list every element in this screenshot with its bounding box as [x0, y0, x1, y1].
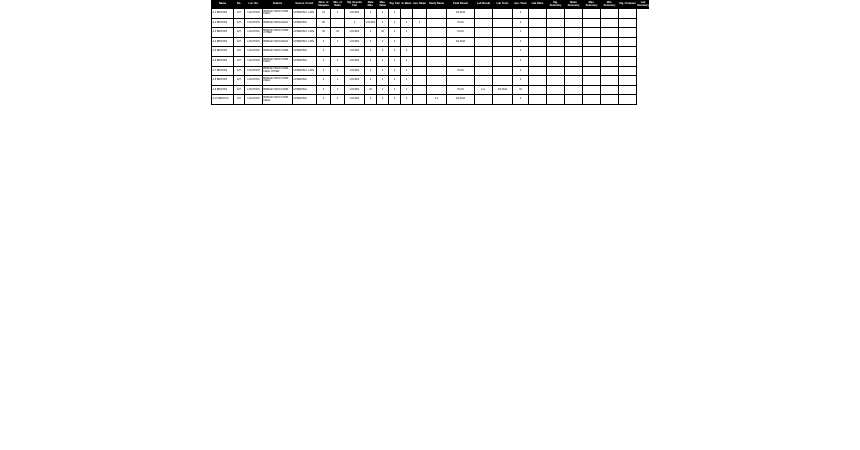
table-cell [565, 18, 583, 28]
table-cell: 107 [234, 9, 245, 19]
table-cell [413, 76, 427, 86]
column-header: Sig. Summary [547, 1, 565, 9]
table-cell: 4 [513, 9, 529, 19]
table-cell [447, 56, 475, 66]
table-cell: PLAN [447, 18, 475, 28]
table-row [212, 56, 650, 66]
table-cell: LOCATION [245, 28, 263, 38]
table-cell [427, 66, 447, 76]
column-header: Source / Cond. [293, 1, 317, 9]
table-cell: LOCATION [245, 56, 263, 66]
table-cell [583, 85, 601, 95]
table-cell [547, 28, 565, 38]
table-cell [529, 56, 547, 66]
table-cell: 2 [377, 9, 389, 19]
table-cell [447, 76, 475, 86]
table-cell: 4 [331, 76, 345, 86]
table-cell [475, 76, 493, 86]
table-cell [547, 47, 565, 57]
table-cell [601, 47, 619, 57]
table-cell: BRIDGE TRAIN COND. FIELD OTHER [263, 66, 293, 76]
table-cell: LOCATION [245, 9, 263, 19]
table-cell [547, 66, 565, 76]
column-header: Sig. Fail [389, 1, 401, 9]
column-header: Sig. Compare [619, 1, 637, 9]
table-cell [401, 37, 413, 47]
table-cell [601, 18, 619, 28]
table-cell [601, 9, 619, 19]
table-cell [601, 76, 619, 86]
table-cell [619, 18, 637, 28]
table-cell: BRIDGE TRAIN COND. FIELD [263, 95, 293, 105]
table-cell [619, 9, 637, 19]
table-cell [493, 76, 513, 86]
column-header: Feature [263, 1, 293, 9]
table-cell: LOCATE [345, 47, 365, 57]
table-cell [565, 37, 583, 47]
table-cell [331, 18, 345, 28]
table-cell: 4 [317, 66, 331, 76]
table-cell: D4.4344 [447, 37, 475, 47]
table-row [212, 66, 650, 76]
table-cell: A-6 BROOKS [212, 56, 234, 66]
table-cell [547, 95, 565, 105]
table-cell: UPPER BLK. [293, 95, 317, 105]
table-cell: 4 [389, 66, 401, 76]
table-cell [447, 47, 475, 57]
table-cell: 4 [513, 18, 529, 28]
table-cell [565, 28, 583, 38]
table-cell: BRIDGE TRAIN FIELD [263, 37, 293, 47]
table-cell [475, 95, 493, 105]
table-cell: BRIDGE TRAIN COND. [263, 47, 293, 57]
table-cell: PLAN [447, 28, 475, 38]
table-cell [565, 95, 583, 105]
data-table [211, 0, 649, 105]
table-cell [529, 18, 547, 28]
table-cell: 107 [234, 76, 245, 86]
table-cell [601, 28, 619, 38]
table-cell: LOCATE [345, 85, 365, 95]
table-cell: 4 [331, 37, 345, 47]
table-row [212, 18, 650, 28]
table-cell: 4 [331, 95, 345, 105]
table-cell [493, 9, 513, 19]
table-cell [583, 18, 601, 28]
table-cell [619, 37, 637, 47]
column-header: Min. of Ratio [331, 1, 345, 9]
table-cell: 4 [401, 95, 413, 105]
table-cell [427, 28, 447, 38]
table-cell [547, 85, 565, 95]
table-cell [413, 9, 427, 19]
table-cell [427, 37, 447, 47]
table-cell [619, 95, 637, 105]
table-cell: 4 [377, 56, 389, 66]
table-cell: 4 [513, 28, 529, 38]
table-cell: 4 [331, 9, 345, 19]
table-cell: LOCATE [345, 95, 365, 105]
table-cell: BRIDGE TRAIN COND. FIELD [263, 56, 293, 66]
table-cell: 4.4 [427, 95, 447, 105]
table-cell [619, 85, 637, 95]
table-cell: 4 [401, 28, 413, 38]
table-cell [583, 66, 601, 76]
column-header: In Mean [401, 1, 413, 9]
table-cell: D4.4344 [493, 85, 513, 95]
table-cell [413, 56, 427, 66]
table-cell: 4 [401, 56, 413, 66]
column-header: Field Result [447, 1, 475, 9]
table-cell: 107 [234, 85, 245, 95]
table-cell: A-3 BROOKS [212, 28, 234, 38]
table-cell [427, 47, 447, 57]
table-cell [583, 76, 601, 86]
table-cell: A-9 BROOKS [212, 85, 234, 95]
table-cell: LOCATION [245, 76, 263, 86]
table-cell: UPPER BLK. LATE [293, 9, 317, 19]
table-cell [583, 37, 601, 47]
table-cell: 4 [365, 47, 377, 57]
table-cell [565, 9, 583, 19]
table-cell: 4 [365, 76, 377, 86]
table-cell: 4 [389, 28, 401, 38]
header-row [212, 1, 650, 9]
table-cell: 4 [389, 9, 401, 19]
table-cell: 44 [513, 85, 529, 95]
table-cell: 4 [401, 47, 413, 57]
table-cell: 4 [513, 66, 529, 76]
table-cell: BRIDGE TRAIN COND. [263, 85, 293, 95]
table-cell: 107 [234, 37, 245, 47]
table-cell: 4 [513, 76, 529, 86]
table-cell: BRIDGE TRAIN COND. OTHER [263, 28, 293, 38]
table-body [212, 9, 650, 105]
table-cell: UPPER BLK. [293, 56, 317, 66]
table-cell [493, 56, 513, 66]
table-cell [619, 47, 637, 57]
table-cell [583, 95, 601, 105]
table-cell: 45 [377, 28, 389, 38]
table-cell: UPPER BLK. [293, 85, 317, 95]
table-cell: LOCATION [245, 47, 263, 57]
table-cell: BRIDGE TRAIN COND. FIELD [263, 9, 293, 19]
table-cell: 4 [331, 56, 345, 66]
table-cell: UPPER BLK. LATE [293, 28, 317, 38]
table-cell: LOCATE [345, 66, 365, 76]
table-cell: PLAN [447, 85, 475, 95]
table-cell [601, 37, 619, 47]
table-cell [529, 47, 547, 57]
table-cell: BRIDGE TRAIN FIELD [263, 18, 293, 28]
table-cell [583, 56, 601, 66]
column-header: Lab Ratio [529, 1, 547, 9]
column-header: Lab Result [475, 1, 493, 9]
table-cell [331, 47, 345, 57]
table-cell [413, 85, 427, 95]
table-cell: 4 [317, 37, 331, 47]
table-cell [547, 18, 565, 28]
table-cell: 4 [389, 85, 401, 95]
table-cell: 4 [317, 95, 331, 105]
table-cell: 4 [389, 37, 401, 47]
table-cell: 107 [234, 47, 245, 57]
table-cell: 4 [365, 28, 377, 38]
table-cell: A-2 BROOKS [212, 18, 234, 28]
table-cell: 4 [377, 66, 389, 76]
table-cell [565, 85, 583, 95]
column-header: Lab Summary [637, 0, 649, 7]
table-cell [529, 28, 547, 38]
table-cell: 4 [413, 18, 427, 28]
table-row [212, 9, 650, 19]
table-cell: 4 [377, 95, 389, 105]
table-cell: 4 [377, 37, 389, 47]
table-cell [619, 66, 637, 76]
table-cell [619, 28, 637, 38]
table-cell: LOCATION [245, 95, 263, 105]
table-cell: 4 [331, 66, 345, 76]
table-row [212, 47, 650, 57]
table-cell [583, 28, 601, 38]
table-cell [493, 95, 513, 105]
table-cell [547, 37, 565, 47]
table-cell: UPPER BLK. [293, 47, 317, 57]
table-cell: 107 [234, 56, 245, 66]
table-cell: LOCATION [245, 18, 263, 28]
table-cell: 25 [317, 18, 331, 28]
table-cell: UPPER BLK. LATE [293, 37, 317, 47]
table-cell: 4 [365, 66, 377, 76]
table-cell: 4 [377, 47, 389, 57]
table-cell [427, 85, 447, 95]
table-cell: D4.4344 [447, 95, 475, 105]
table-cell [475, 47, 493, 57]
table-row [212, 37, 650, 47]
table-cell: 4 [365, 37, 377, 47]
table-cell: LOCATION [245, 37, 263, 47]
table-cell [413, 37, 427, 47]
table-cell: 4 [377, 76, 389, 86]
table-cell [619, 56, 637, 66]
column-header: Ave. Tests [513, 1, 529, 9]
column-header: Lab Tests [493, 1, 513, 9]
table-cell: 107 [234, 95, 245, 105]
column-header: Ave. Mean [413, 1, 427, 9]
table-cell [619, 76, 637, 86]
table-cell: LOCATE [345, 37, 365, 47]
table-cell [493, 66, 513, 76]
column-header: Max. Summary [583, 1, 601, 9]
column-header: Min. Summary [601, 1, 619, 9]
table-cell: 107 [234, 66, 245, 76]
table-cell: LOCATE [345, 76, 365, 86]
table-cell: A-5 BROOKS [212, 47, 234, 57]
table-cell: LOCATE [365, 18, 377, 28]
column-header: No. [234, 1, 245, 9]
table-cell [601, 95, 619, 105]
table-cell: 4 [389, 18, 401, 28]
table-cell [547, 9, 565, 19]
table-cell: 4 [401, 66, 413, 76]
column-header: Name [212, 1, 234, 9]
table-cell [475, 9, 493, 19]
table-cell: 4 [365, 9, 377, 19]
table-cell [529, 9, 547, 19]
table-cell [475, 66, 493, 76]
table-cell: LOCATION [245, 66, 263, 76]
table-cell: 4 [513, 56, 529, 66]
table-cell: 4 [317, 47, 331, 57]
table-cell: 4 [389, 76, 401, 86]
table-cell [413, 66, 427, 76]
table-cell [547, 76, 565, 86]
table-cell [475, 56, 493, 66]
table-cell: Loc. [475, 85, 493, 95]
table-cell: 4 [513, 47, 529, 57]
table-cell [427, 76, 447, 86]
table-cell [565, 47, 583, 57]
table-cell: 4 [365, 56, 377, 66]
data-sheet [211, 0, 649, 450]
table-cell [601, 66, 619, 76]
table-cell: 4 [513, 95, 529, 105]
column-header: Max. Value [377, 1, 389, 9]
table-cell: 4 [401, 85, 413, 95]
table-cell: 4 [401, 76, 413, 86]
table-cell [413, 28, 427, 38]
column-header: Num. of Samples [318, 0, 329, 7]
table-cell [493, 28, 513, 38]
column-header: Mean Summary [565, 1, 583, 9]
table-cell: UPPER BLK. [293, 76, 317, 86]
table-cell: 4 [317, 56, 331, 66]
table-cell [493, 47, 513, 57]
table-row [212, 95, 650, 105]
table-cell: A-10 BROOKS [212, 95, 234, 105]
table-cell [475, 37, 493, 47]
table-cell [493, 18, 513, 28]
table-cell: 4 [331, 85, 345, 95]
column-header: Rate Max. [365, 1, 377, 9]
table-cell [401, 9, 413, 19]
table-cell: A-1 BROOKS [212, 9, 234, 19]
table-cell [475, 28, 493, 38]
table-cell: 4 [389, 47, 401, 57]
table-cell [413, 47, 427, 57]
table-row [212, 28, 650, 38]
column-header: Loc. No. [245, 1, 263, 9]
table-cell [565, 56, 583, 66]
table-cell: 4 [401, 18, 413, 28]
table-cell [583, 47, 601, 57]
column-header: Study Name [427, 1, 447, 9]
table-row [212, 85, 650, 95]
table-cell [413, 95, 427, 105]
table-cell: 4 [317, 85, 331, 95]
table-cell [529, 85, 547, 95]
table-cell: 45 [331, 28, 345, 38]
table-cell [547, 56, 565, 66]
table-cell: UPPER BLK. LATE [293, 66, 317, 76]
table-cell: 4 [345, 18, 365, 28]
table-cell: A-4 BROOKS [212, 37, 234, 47]
table-cell [529, 37, 547, 47]
table-cell [565, 76, 583, 86]
table-cell: LOCATE [345, 56, 365, 66]
table-cell: 4 [389, 95, 401, 105]
table-cell: LOCATE [345, 28, 365, 38]
table-cell [529, 76, 547, 86]
table-cell [427, 18, 447, 28]
table-cell: 4 [365, 95, 377, 105]
table-cell: LOCATION [245, 85, 263, 95]
table-cell: 107 [234, 18, 245, 28]
table-cell [583, 9, 601, 19]
table-cell: 107 [234, 28, 245, 38]
table-cell: 45 [317, 28, 331, 38]
table-cell: UPPER BLK. [293, 18, 317, 28]
table-cell: D4.4344 [447, 9, 475, 19]
table-cell: LOCATE [345, 9, 365, 19]
table-cell [529, 95, 547, 105]
table-cell: A-7 BROOKS [212, 66, 234, 76]
table-cell: 44 [365, 85, 377, 95]
column-header: Sig. Results Fail [345, 1, 365, 9]
table-cell [427, 9, 447, 19]
table-cell [565, 66, 583, 76]
table-cell: 4 [513, 37, 529, 47]
table-cell: BRIDGE TRAIN COND. FIELD [263, 76, 293, 86]
table-cell [601, 56, 619, 66]
table-cell [427, 56, 447, 66]
table-row [212, 76, 650, 86]
table-cell: A-8 BROOKS [212, 76, 234, 86]
table-cell [493, 37, 513, 47]
table-cell: PLAN [447, 66, 475, 76]
table-cell [529, 66, 547, 76]
table-cell: 4 [377, 85, 389, 95]
table-cell: 4 [317, 76, 331, 86]
table-cell [601, 85, 619, 95]
table-cell [475, 18, 493, 28]
table-cell: 21 [317, 9, 331, 19]
table-cell: 4 [389, 56, 401, 66]
table-cell: 4 [377, 18, 389, 28]
